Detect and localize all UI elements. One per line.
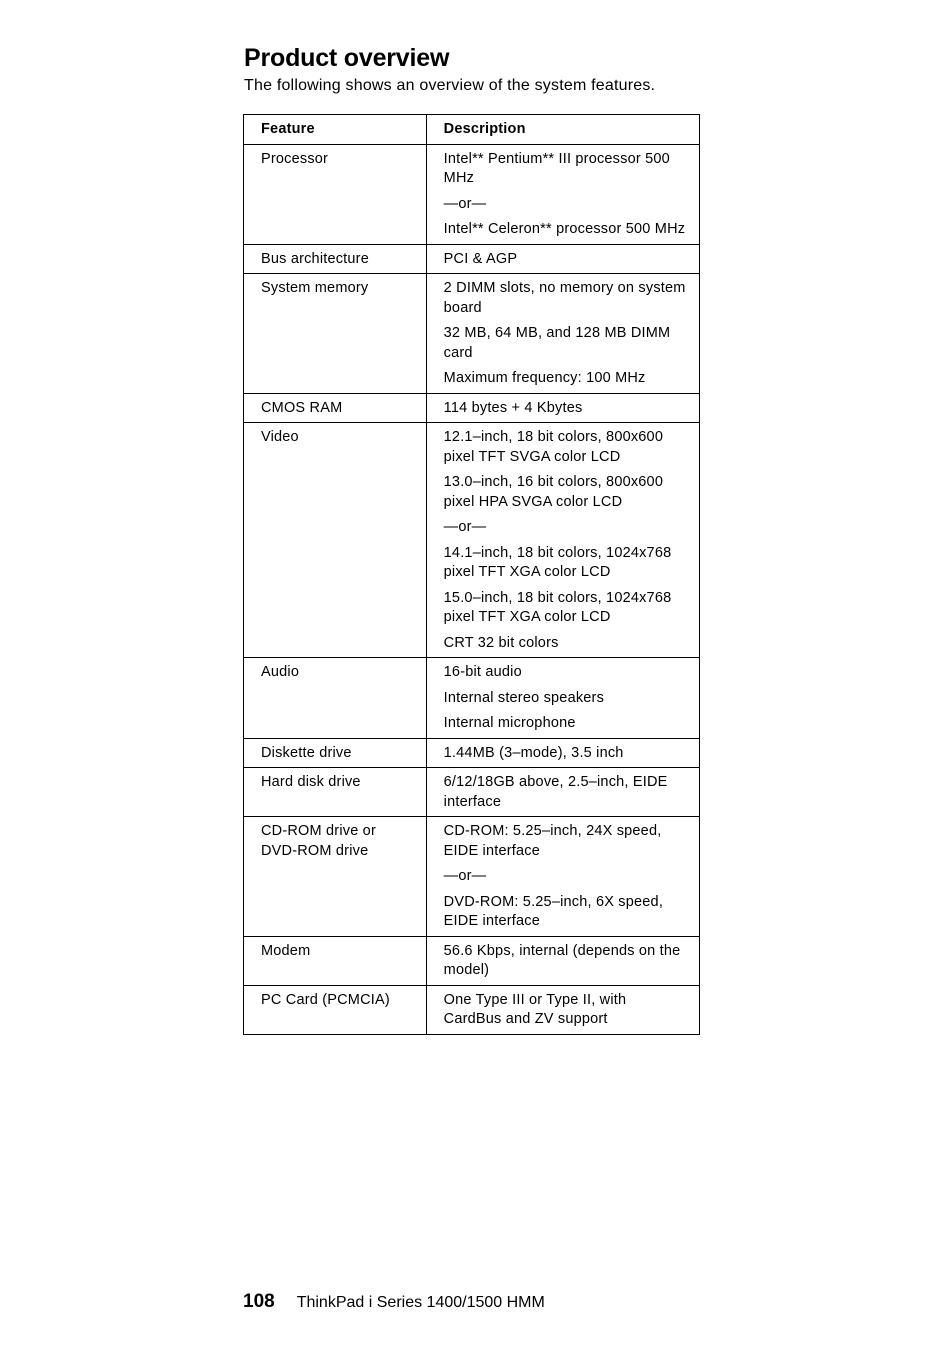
table-row	[244, 936, 700, 985]
feature-cell: Hard disk drive	[244, 768, 427, 817]
description-line: Internal stereo speakers	[443, 689, 605, 706]
feature-cell: Video	[244, 423, 427, 658]
table-row	[244, 658, 700, 739]
description-line: Maximum frequency: 100 MHz	[443, 370, 646, 386]
description-line: 13.0–inch, 16 bit colors, 800x600 pixel HPA SVGA color LCD	[443, 474, 664, 510]
description-cell	[426, 244, 699, 274]
description-cell	[426, 274, 699, 394]
description-cell	[426, 738, 699, 768]
description-line: CRT 32 bit colors	[443, 634, 559, 651]
description-line: 56.6 Kbps, internal (depends on the model)	[443, 942, 681, 978]
table-row	[244, 817, 700, 937]
description-line: Internal microphone	[443, 715, 576, 731]
description-cell	[426, 393, 699, 423]
description-line: CD-ROM: 5.25–inch, 24X speed, EIDE interface	[443, 823, 662, 859]
feature-cell: Bus architecture	[244, 244, 427, 274]
page-footer	[243, 1291, 545, 1314]
description-cell	[426, 144, 699, 244]
feature-cell: CD-ROM drive or DVD-ROM drive	[244, 817, 427, 937]
table-row	[244, 244, 700, 274]
table-body	[244, 144, 700, 1034]
description-cell	[426, 936, 699, 985]
description-cell	[426, 423, 699, 658]
table-row	[244, 768, 700, 817]
feature-cell: Modem	[244, 936, 427, 985]
description-line: 1.44MB (3–mode), 3.5 inch	[443, 744, 624, 761]
description-cell	[426, 768, 699, 817]
description-line: One Type III or Type II, with CardBus and ZV support	[443, 991, 627, 1027]
description-line: 16-bit audio	[443, 664, 522, 680]
intro-text: The following shows an overview of the system features.	[244, 77, 656, 94]
feature-table	[243, 114, 700, 1035]
description-line: 12.1–inch, 18 bit colors, 800x600 pixel TFT SVGA color LCD	[443, 429, 664, 465]
column-header-feature: Feature	[244, 115, 427, 145]
description-cell	[426, 658, 699, 739]
feature-cell: CMOS RAM	[244, 393, 427, 423]
description-line: 15.0–inch, 18 bit colors, 1024x768 pixel TFT XGA color LCD	[443, 589, 672, 625]
description-line: 14.1–inch, 18 bit colors, 1024x768 pixel TFT XGA color LCD	[443, 544, 672, 580]
book-title: ThinkPad i Series 1400/1500 HMM	[296, 1294, 545, 1311]
feature-cell: PC Card (PCMCIA)	[244, 985, 427, 1034]
description-line: —or—	[443, 195, 487, 212]
description-line: 2 DIMM slots, no memory on system board	[443, 280, 686, 316]
table-header-row	[244, 115, 700, 145]
description-line: PCI & AGP	[443, 250, 518, 267]
page-title: Product overview	[244, 44, 450, 72]
feature-cell: System memory	[244, 274, 427, 394]
description-line: Intel** Celeron** processor 500 MHz	[443, 221, 686, 237]
table-row	[244, 985, 700, 1034]
page-number: 108	[243, 1291, 275, 1312]
description-line: —or—	[443, 868, 487, 884]
description-cell	[426, 817, 699, 937]
description-line: 114 bytes + 4 Kbytes	[443, 399, 583, 416]
column-header-description: Description	[426, 115, 699, 145]
table-row	[244, 274, 700, 394]
table-row	[244, 393, 700, 423]
description-line: 6/12/18GB above, 2.5–inch, EIDE interface	[443, 774, 668, 810]
description-cell	[426, 985, 699, 1034]
description-line: Intel** Pentium** III processor 500 MHz	[443, 150, 670, 186]
feature-cell: Diskette drive	[244, 738, 427, 768]
feature-cell: Processor	[244, 144, 427, 244]
description-line: —or—	[443, 519, 487, 535]
feature-cell: Audio	[244, 658, 427, 739]
description-line: DVD-ROM: 5.25–inch, 6X speed, EIDE interface	[443, 893, 664, 929]
table-row	[244, 144, 700, 244]
description-line: 32 MB, 64 MB, and 128 MB DIMM card	[443, 325, 671, 361]
table-row	[244, 423, 700, 658]
table-row	[244, 738, 700, 768]
